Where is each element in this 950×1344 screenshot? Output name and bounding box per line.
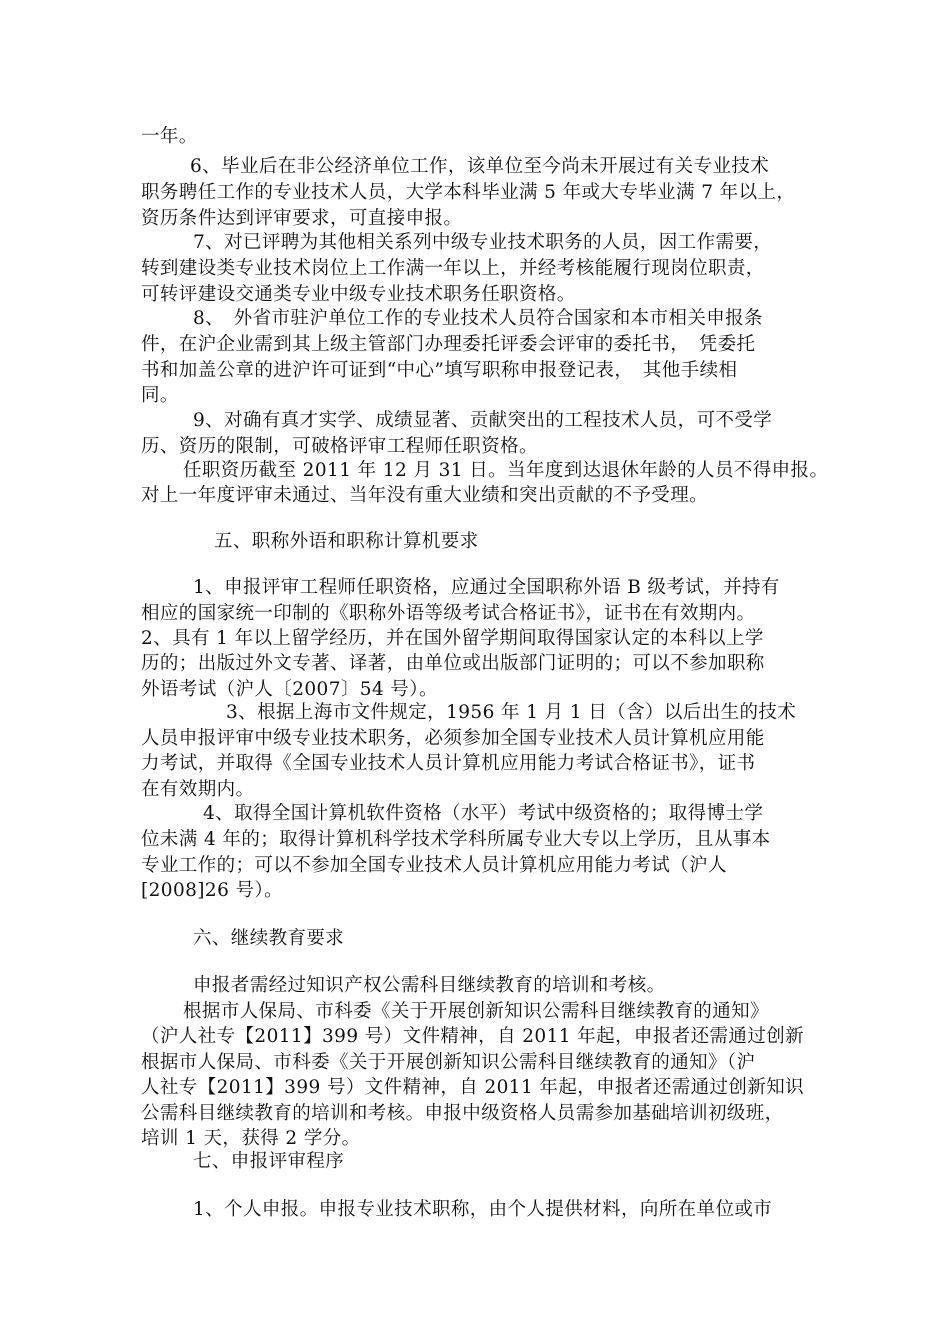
text-line: 根据市人保局、市科委《关于开展创新知识公需科目继续教育的通知》 (183, 1001, 769, 1022)
text-line: 对上一年度评审未通过、当年没有重大业绩和突出贡献的不予受理。 (141, 485, 709, 506)
text-line: 资历条件达到评审要求，可直接申报。 (141, 208, 463, 229)
text-line: 4、取得全国计算机软件资格（水平）考试中级资格的；取得博士学 (203, 803, 764, 824)
text-line: 同。 (141, 385, 179, 406)
text-line: 转到建设类专业技术岗位上工作满一年以上，并经考核能履行现岗位职责， (141, 258, 765, 279)
text-line: 7、对已评聘为其他相关系列中级专业技术职务的人员，因工作需要， (193, 232, 773, 253)
text-line: 件，在沪企业需到其上级主管部门办理委托评委会评审的委托书， 凭委托 (141, 334, 756, 355)
text-line: 在有效期内。 (141, 779, 255, 800)
text-line: 1、个人申报。申报专业技术职称，由个人提供材料，向所在单位或市 (193, 1199, 773, 1220)
text-line: 相应的国家统一印制的《职称外语等级考试合格证书》，证书在有效期内。 (141, 603, 756, 624)
text-line: 6、毕业后在非公经济单位工作，该单位至今尚未开展过有关专业技术 (190, 156, 770, 177)
text-line: 1、申报评审工程师任职资格，应通过全国职称外语 B 级考试，并持有 (193, 577, 780, 598)
text-line: 外语考试（沪人〔2007〕54 号）。 (141, 679, 438, 700)
text-line: 力考试，并取得《全国专业技术人员计算机应用能力考试合格证书》，证书 (141, 753, 756, 774)
text-line: 人社专【2011】399 号）文件精神，自 2011 年起，申报者还需通过创新知识 (141, 1077, 805, 1098)
text-line: 2、具有 1 年以上留学经历，并在国外留学期间取得国家认定的本科以上学 (141, 628, 764, 649)
text-line: 历的；出版过外文专著、译著，由单位或出版部门证明的；可以不参加职称 (141, 653, 765, 674)
text-line: 可转评建设交通类专业中级专业技术职务任职资格。 (141, 284, 576, 305)
text-line: 申报者需经过知识产权公需科目继续教育的培训和考核。 (193, 975, 666, 996)
text-line: 3、根据上海市文件规定，1956 年 1 月 1 日（含）以后出生的技术 (226, 702, 797, 723)
text-line: 任职资历截至 2011 年 12 月 31 日。当年度到达退休年龄的人员不得申报。 (183, 460, 829, 481)
section-heading: 五、职称外语和职称计算机要求 (214, 531, 479, 552)
text-line: 位未满 4 年的；取得计算机科学技术学科所属专业大专以上学历，且从事本 (141, 829, 771, 850)
text-line: 书和加盖公章的进沪许可证到“中心”填写职称申报登记表， 其他手续相 (141, 360, 738, 381)
text-line: （沪人社专【2011】399 号）文件精神，自 2011 年起，申报者还需通过创新 (141, 1026, 805, 1047)
section-heading: 七、申报评审程序 (193, 1151, 345, 1172)
text-line: 专业工作的；可以不参加全国专业技术人员计算机应用能力考试（沪人 (141, 855, 727, 876)
section-heading: 六、继续教育要求 (193, 928, 345, 949)
text-line: 历、资历的限制，可破格评审工程师任职资格。 (141, 436, 538, 457)
text-line: 培训 1 天，获得 2 学分。 (141, 1128, 361, 1149)
text-line: 一年。 (141, 126, 198, 147)
text-line: 公需科目继续教育的培训和考核。申报中级资格人员需参加基础培训初级班， (141, 1103, 784, 1124)
text-line: [2008]26 号）。 (141, 880, 283, 901)
text-line: 9、对确有真才实学、成绩显著、贡献突出的工程技术人员，可不受学 (193, 410, 773, 431)
text-line: 8、 外省市驻沪单位工作的专业技术人员符合国家和本市相关申报条 (193, 308, 763, 329)
text-line: 人员申报评审中级专业技术职务，必须参加全国专业技术人员计算机应用能 (141, 728, 765, 749)
text-line: 职务聘任工作的专业技术人员，大学本科毕业满 5 年或大专毕业满 7 年以上， (141, 182, 796, 203)
text-line: 根据市人保局、市科委《关于开展创新知识公需科目继续教育的通知》（沪 (141, 1052, 756, 1073)
